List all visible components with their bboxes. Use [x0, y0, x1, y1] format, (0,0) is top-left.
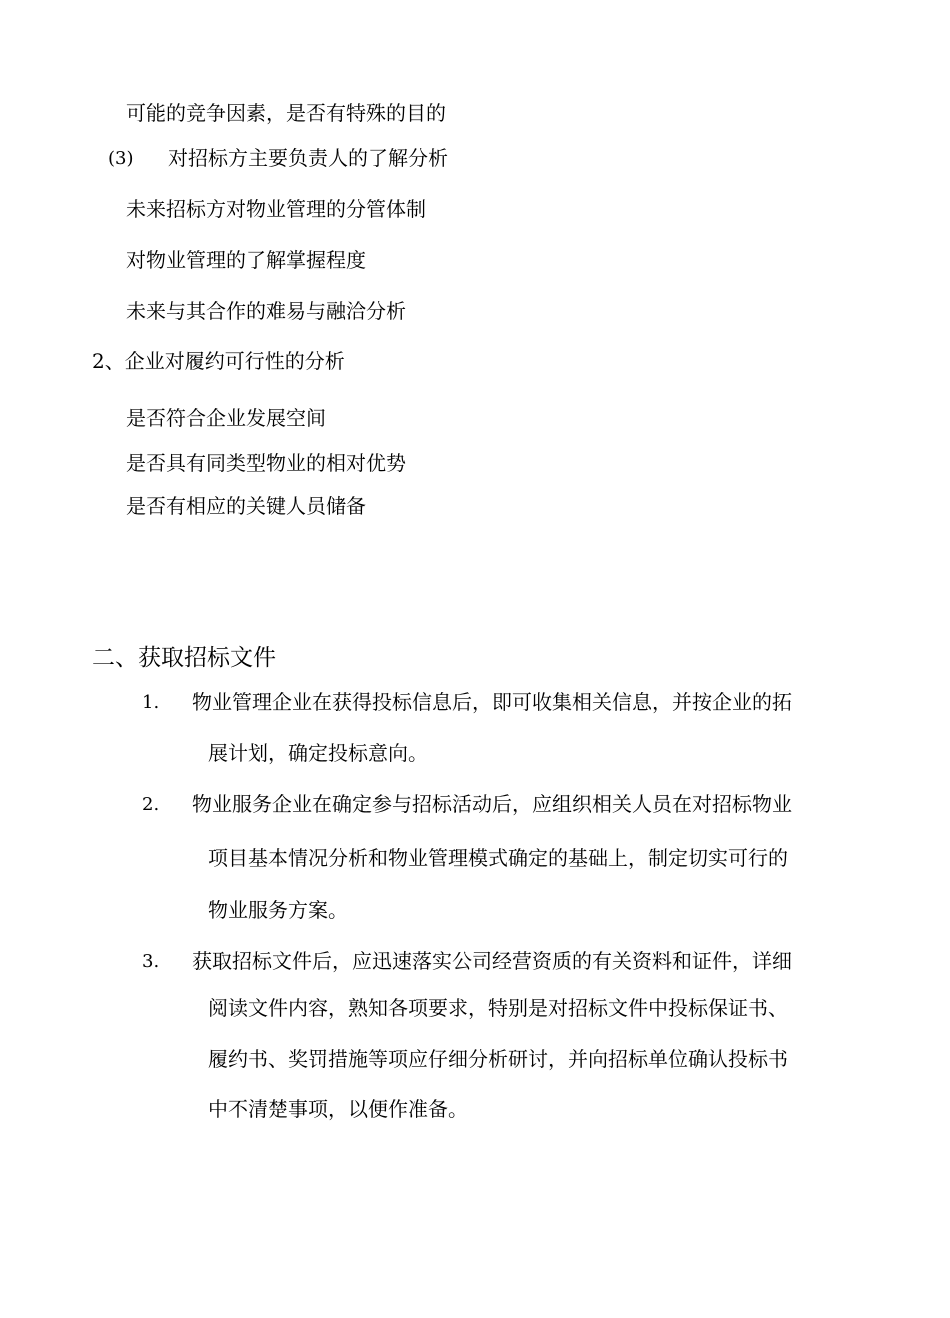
item-2-title: 2、企业对履约可行性的分析 — [92, 349, 345, 373]
list-item-1-line-1: 物业管理企业在获得投标信息后，即可收集相关信息，并按企业的拓 — [192, 690, 792, 714]
subitem-3-point-3: 未来与其合作的难易与融洽分析 — [126, 299, 406, 323]
list-item-2-line-2: 项目基本情况分析和物业管理模式确定的基础上，制定切实可行的 — [208, 846, 788, 870]
subitem-3-point-1: 未来招标方对物业管理的分管体制 — [126, 197, 426, 221]
list-item-3-line-1: 获取招标文件后，应迅速落实公司经营资质的有关资料和证件，详细 — [192, 949, 792, 973]
section-heading: 二、获取招标文件 — [92, 645, 276, 671]
list-item-3-line-2: 阅读文件内容，熟知各项要求，特别是对招标文件中投标保证书、 — [208, 996, 788, 1020]
list-item-2-line-1: 物业服务企业在确定参与招标活动后，应组织相关人员在对招标物业 — [192, 792, 792, 816]
list-item-1-line-2: 展计划，确定投标意向。 — [208, 741, 428, 765]
list-item-3-line-3: 履约书、奖罚措施等项应仔细分析研讨，并向招标单位确认投标书 — [208, 1047, 788, 1071]
list-item-3-line-4: 中不清楚事项，以便作准备。 — [208, 1097, 468, 1121]
list-item-3-number: 3. — [142, 951, 160, 972]
analysis-line-competition: 可能的竞争因素，是否有特殊的目的 — [126, 101, 446, 125]
item-2-point-1: 是否符合企业发展空间 — [126, 406, 326, 430]
subitem-3-point-2: 对物业管理的了解掌握程度 — [126, 248, 366, 272]
list-item-2-line-3: 物业服务方案。 — [208, 898, 348, 922]
list-item-2-number: 2. — [142, 794, 160, 815]
list-item-1-number: 1. — [142, 692, 160, 713]
item-2-point-2: 是否具有同类型物业的相对优势 — [126, 451, 406, 475]
subitem-3-number: (3) — [108, 148, 134, 169]
subitem-3-title: 对招标方主要负责人的了解分析 — [168, 146, 448, 170]
item-2-point-3: 是否有相应的关键人员储备 — [126, 494, 366, 518]
